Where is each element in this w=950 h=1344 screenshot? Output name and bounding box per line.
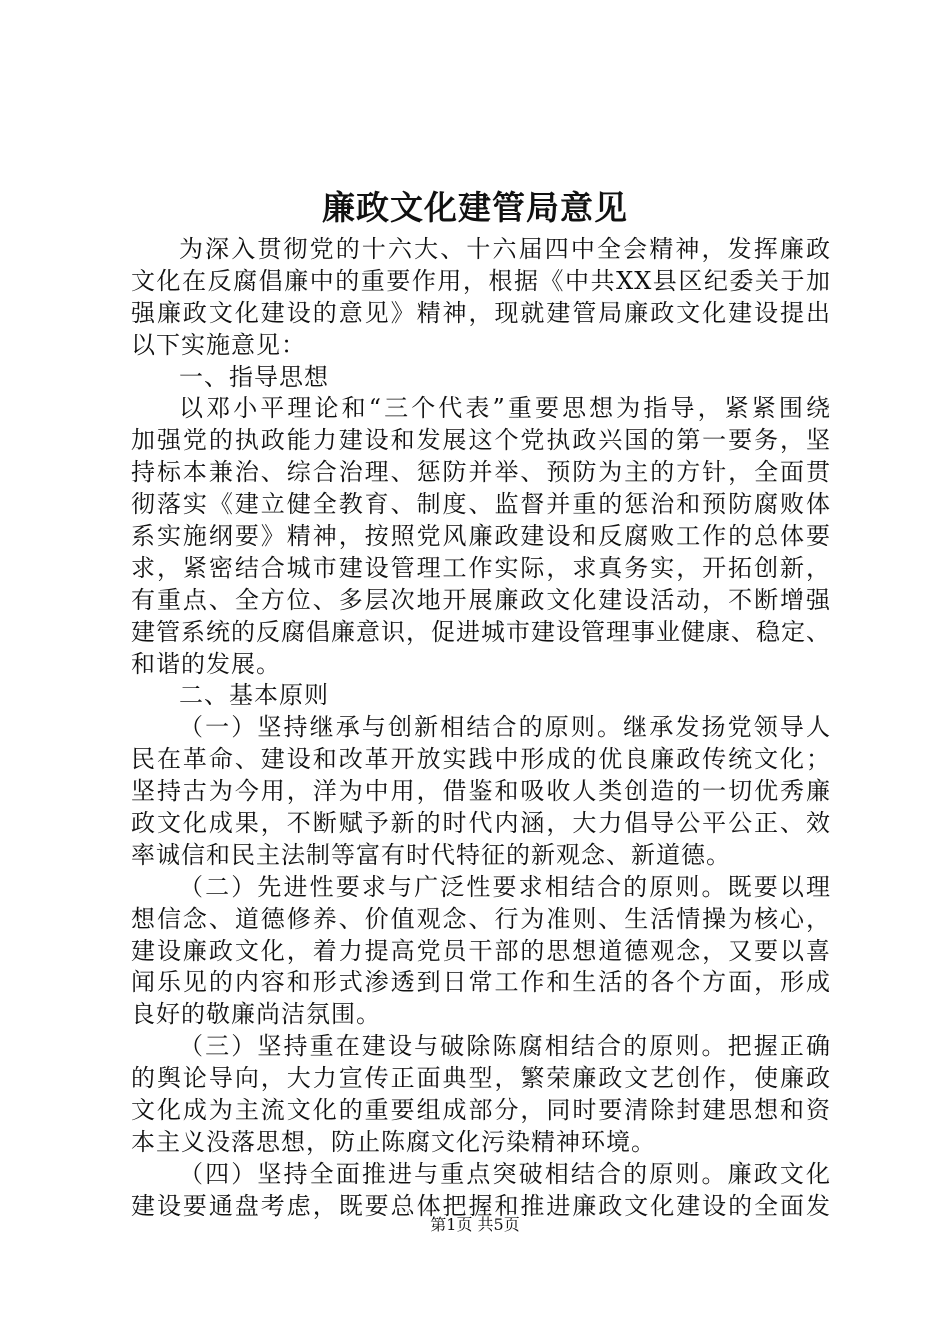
body-text-line: 加强党的执政能力建设和发展这个党执政兴国的第一要务，坚 — [131, 426, 831, 455]
body-text-line: 一、指导思想 — [179, 362, 329, 391]
body-text-line: 政文化成果，不断赋予新的时代内涵，大力倡导公平公正、效 — [131, 809, 831, 838]
body-text-line: 以邓小平理论和“三个代表”重要思想为指导，紧紧围绕 — [179, 394, 831, 423]
body-text-line: 持标本兼治、综合治理、惩防并举、预防为主的方针，全面贯 — [131, 458, 831, 487]
body-text-line: 建设要通盘考虑，既要总体把握和推进廉政文化建设的全面发 — [131, 1191, 831, 1220]
body-text-line: 二、基本原则 — [179, 681, 329, 710]
document-body — [131, 234, 831, 1223]
body-text-line: （二）先进性要求与广泛性要求相结合的原则。既要以理 — [179, 872, 831, 901]
body-text-line: 建管系统的反腐倡廉意识，促进城市建设管理事业健康、稳定、 — [131, 617, 831, 646]
body-text-line: 以下实施意见： — [131, 330, 306, 359]
body-text-line: 有重点、全方位、多层次地开展廉政文化建设活动，不断增强 — [131, 585, 831, 614]
body-text-line: 率诚信和民主法制等富有时代特征的新观念、新道德。 — [131, 840, 731, 869]
body-text-line: 和谐的发展。 — [131, 649, 281, 678]
body-text-line: 闻乐见的内容和形式渗透到日常工作和生活的各个方面，形成 — [131, 968, 831, 997]
body-text-line: （三）坚持重在建设与破除陈腐相结合的原则。把握正确 — [179, 1032, 831, 1061]
body-text-line: 坚持古为今用，洋为中用，借鉴和吸收人类创造的一切优秀廉 — [131, 777, 831, 806]
body-text-line: （四）坚持全面推进与重点突破相结合的原则。廉政文化 — [179, 1159, 831, 1188]
body-text-line: 强廉政文化建设的意见》精神，现就建管局廉政文化建设提出 — [131, 298, 831, 327]
body-text-line: 彻落实《建立健全教育、制度、监督并重的惩治和预防腐败体 — [131, 490, 831, 519]
body-text-line: 求，紧密结合城市建设管理工作实际，求真务实，开拓创新， — [131, 553, 831, 582]
body-text-line: 为深入贯彻党的十六大、十六届四中全会精神，发挥廉政 — [179, 235, 831, 263]
body-text-line: 的舆论导向，大力宣传正面典型，繁荣廉政文艺创作，使廉政 — [131, 1064, 831, 1093]
body-text-line: 系实施纲要》精神，按照党风廉政建设和反腐败工作的总体要 — [131, 522, 831, 551]
body-text-line: 想信念、道德修养、价值观念、行为准则、生活情操为核心， — [131, 904, 831, 933]
body-text-line: 民在革命、建设和改革开放实践中形成的优良廉政传统文化； — [131, 745, 831, 774]
page-footer: 第1页 共5页 — [430, 1215, 520, 1234]
body-text-line: 良好的敬廉尚洁氛围。 — [131, 1000, 381, 1029]
body-text-line: 文化成为主流文化的重要组成部分，同时要清除封建思想和资 — [131, 1096, 831, 1125]
document-title: 廉政文化建管局意见 — [322, 188, 628, 227]
body-text-line: （一）坚持继承与创新相结合的原则。继承发扬党领导人 — [179, 713, 831, 742]
body-text-line: 建设廉政文化，着力提高党员干部的思想道德观念，又要以喜 — [131, 936, 831, 965]
body-text-line: 文化在反腐倡廉中的重要作用，根据《中共XX县区纪委关于加 — [131, 266, 831, 295]
body-text-line: 本主义没落思想，防止陈腐文化污染精神环境。 — [131, 1127, 656, 1156]
